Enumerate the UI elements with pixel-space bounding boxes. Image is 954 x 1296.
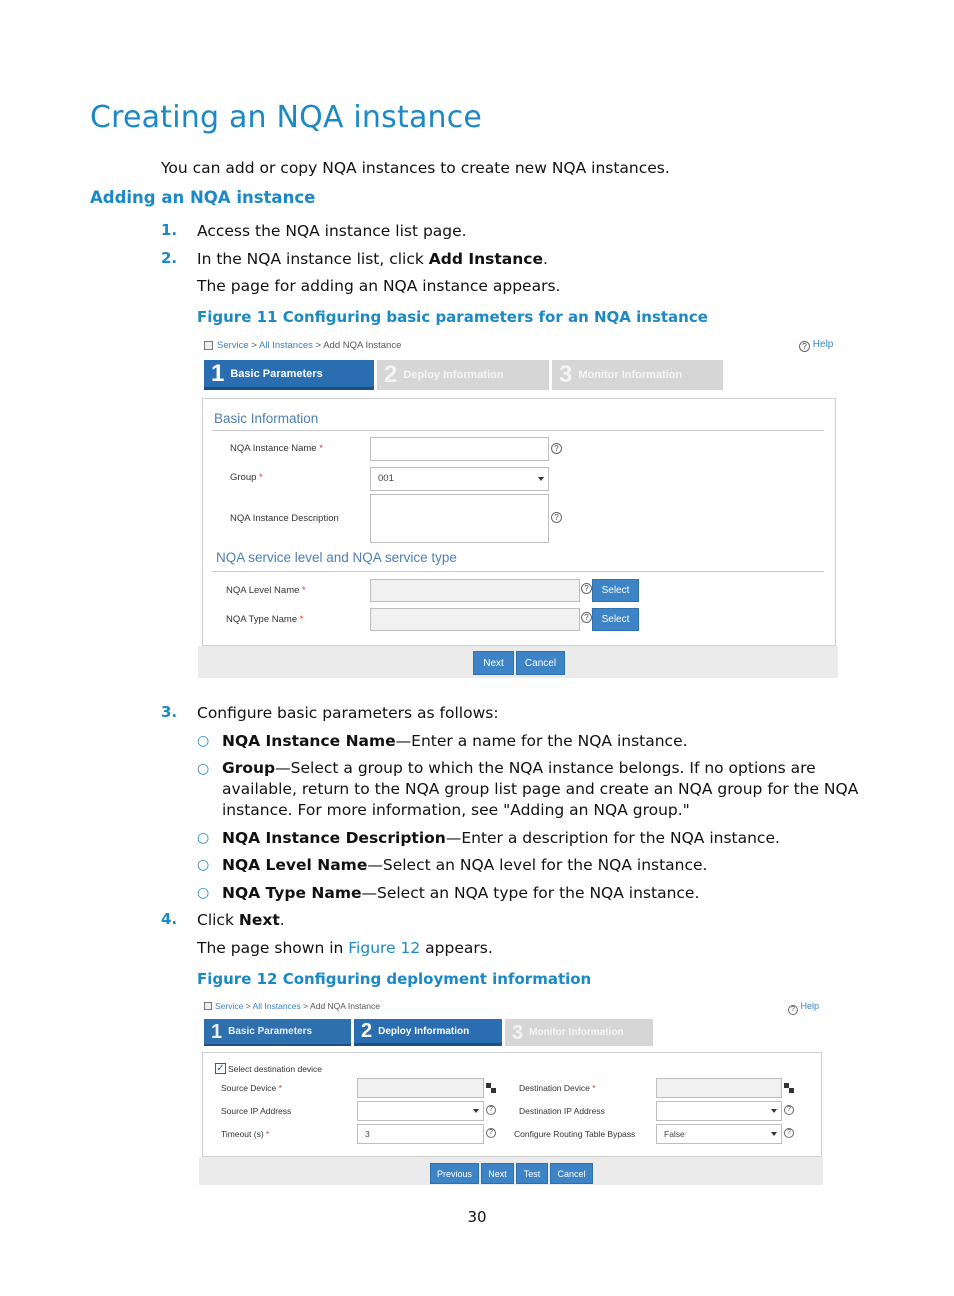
bullet-marker: ○	[197, 761, 210, 777]
bullet-item: Group—Select a group to which the NQA instance belongs. If no options are available, return to the NQA group list page and create an NQA group for the NQA instance. For more information, see "Adding an NQA group."	[222, 759, 859, 819]
section-service-level: NQA service level and NQA service type	[216, 550, 457, 565]
help-label: Help	[800, 1001, 820, 1011]
timeout-input[interactable]: 3	[357, 1124, 484, 1144]
tab-label: Monitor Information	[529, 1027, 624, 1038]
timeout-label: Timeout (s) *	[221, 1129, 270, 1139]
source-device-label: Source Device *	[221, 1083, 282, 1093]
source-ip-select[interactable]	[357, 1101, 484, 1121]
destination-ip-select[interactable]	[656, 1101, 782, 1121]
bullet-marker: ○	[197, 857, 210, 873]
page-number: 30	[467, 1208, 487, 1226]
figure-11-screenshot	[198, 335, 838, 678]
page-title: Creating an NQA instance	[90, 100, 483, 135]
routing-bypass-select[interactable]	[656, 1124, 782, 1144]
bullet-item: NQA Level Name—Select an NQA level for the NQA instance.	[222, 856, 708, 874]
select-level-button[interactable]: Select	[592, 579, 639, 602]
bullet-item: NQA Instance Description—Enter a description for the NQA instance.	[222, 829, 780, 847]
step-number: 3.	[161, 703, 178, 721]
select-destination-checkbox[interactable]: ✓	[216, 1063, 225, 1074]
help-label: Help	[812, 339, 834, 350]
tab-label: Basic Parameters	[228, 1026, 313, 1037]
bullet-marker: ○	[197, 733, 210, 749]
type-name-input[interactable]	[370, 608, 580, 631]
help-icon: ?	[581, 583, 592, 594]
bullet-marker: ○	[197, 885, 210, 901]
step-text: Click Next.	[197, 911, 285, 929]
page-icon	[204, 1002, 212, 1010]
step-text: Access the NQA instance list page.	[197, 222, 467, 240]
help-icon: ?	[551, 443, 562, 454]
group-select[interactable]	[370, 467, 549, 491]
breadcrumb-current: Add NQA Instance	[310, 1001, 380, 1011]
step-followup: The page for adding an NQA instance appears.	[197, 277, 561, 295]
breadcrumb-all-instances[interactable]: All Instances	[252, 1001, 301, 1011]
chevron-down-icon	[771, 1109, 777, 1113]
breadcrumb-separator: >	[303, 1001, 309, 1011]
destination-ip-label: Destination IP Address	[519, 1106, 605, 1116]
tab-number: 2	[361, 1020, 373, 1042]
destination-device-input[interactable]	[656, 1078, 782, 1098]
source-device-input[interactable]	[357, 1078, 484, 1098]
destination-device-label: Destination Device *	[519, 1083, 596, 1093]
group-label: Group *	[230, 472, 263, 483]
divider	[212, 430, 824, 431]
bullet-item: NQA Instance Name—Enter a name for the NQA instance.	[222, 732, 688, 750]
tab-number: 1	[211, 359, 225, 387]
topology-icon[interactable]	[486, 1083, 496, 1093]
next-button[interactable]: Next	[473, 651, 514, 675]
section-heading: Adding an NQA instance	[90, 188, 316, 207]
tab-number: 1	[211, 1020, 223, 1043]
test-button[interactable]: Test	[516, 1163, 548, 1184]
breadcrumb	[217, 340, 401, 351]
tab-label: Deploy Information	[378, 1025, 470, 1037]
page-icon	[204, 341, 213, 350]
divider	[212, 571, 824, 572]
chevron-down-icon	[473, 1109, 479, 1113]
step-number: 4.	[161, 910, 178, 928]
tab-label: Deploy Information	[403, 369, 504, 381]
tab-monitor-information[interactable]	[552, 360, 723, 390]
instance-name-input[interactable]	[370, 437, 549, 461]
chevron-down-icon	[538, 477, 544, 481]
breadcrumb-separator: >	[245, 1001, 251, 1011]
figure-caption: Figure 11 Configuring basic parameters for an NQA instance	[197, 308, 708, 326]
help-icon: ?	[784, 1128, 794, 1138]
help-link[interactable]	[799, 339, 833, 352]
figure-12-screenshot	[199, 997, 823, 1185]
step-text: Configure basic parameters as follows:	[197, 704, 499, 722]
tab-label: Basic Parameters	[230, 367, 323, 380]
help-icon: ?	[551, 512, 562, 523]
level-name-input[interactable]	[370, 579, 580, 602]
figure-12-link[interactable]: Figure 12	[348, 939, 421, 957]
next-button[interactable]: Next	[481, 1163, 514, 1184]
breadcrumb-all-instances[interactable]: All Instances	[259, 340, 313, 351]
source-ip-label: Source IP Address	[221, 1106, 292, 1116]
routing-bypass-value: False	[664, 1129, 685, 1139]
help-link[interactable]	[788, 1001, 819, 1015]
figure-caption: Figure 12 Configuring deployment information	[197, 970, 592, 988]
step-number: 1.	[161, 221, 178, 239]
bullet-marker: ○	[197, 830, 210, 846]
instance-name-label: NQA Instance Name *	[230, 443, 323, 454]
tab-number: 2	[384, 361, 398, 388]
tab-deploy-information[interactable]	[354, 1019, 502, 1046]
tab-number: 3	[559, 361, 573, 388]
description-textarea[interactable]	[370, 494, 549, 543]
chevron-down-icon	[771, 1132, 777, 1136]
tab-monitor-information[interactable]	[505, 1019, 653, 1046]
intro-text: You can add or copy NQA instances to create new NQA instances.	[161, 159, 670, 177]
description-label: NQA Instance Description	[230, 513, 339, 524]
select-destination-label: Select destination device	[228, 1064, 323, 1074]
step-followup: The page shown in Figure 12 appears.	[197, 939, 493, 957]
tab-deploy-information[interactable]	[377, 360, 549, 390]
breadcrumb-current: Add NQA Instance	[323, 340, 402, 351]
select-type-button[interactable]: Select	[592, 608, 639, 631]
cancel-button[interactable]: Cancel	[550, 1163, 593, 1184]
breadcrumb-service[interactable]: Service	[217, 340, 249, 351]
breadcrumb-service[interactable]: Service	[215, 1001, 244, 1011]
routing-bypass-label: Configure Routing Table Bypass	[514, 1129, 636, 1139]
help-icon: ?	[486, 1128, 496, 1138]
step-text: In the NQA instance list, click Add Instance.	[197, 250, 548, 268]
tab-basic-parameters[interactable]	[204, 1019, 351, 1046]
section-basic-information: Basic Information	[214, 411, 319, 426]
breadcrumb-separator: >	[251, 340, 257, 351]
previous-button[interactable]: Previous	[430, 1163, 479, 1184]
tab-basic-parameters[interactable]	[204, 360, 374, 390]
step-number: 2.	[161, 249, 178, 267]
help-icon: ?	[799, 341, 810, 352]
help-icon: ?	[784, 1105, 794, 1115]
breadcrumb	[215, 1001, 380, 1011]
cancel-button[interactable]: Cancel	[516, 651, 565, 675]
tab-label: Monitor Information	[578, 369, 683, 381]
level-name-label: NQA Level Name *	[226, 585, 306, 596]
tab-number: 3	[512, 1021, 524, 1044]
type-name-label: NQA Type Name *	[226, 614, 304, 625]
help-icon: ?	[788, 1005, 798, 1015]
group-value: 001	[378, 473, 394, 484]
help-icon: ?	[486, 1105, 496, 1115]
bullet-item: NQA Type Name—Select an NQA type for the NQA instance.	[222, 884, 700, 902]
help-icon: ?	[581, 612, 592, 623]
topology-icon[interactable]	[784, 1083, 794, 1093]
breadcrumb-separator: >	[315, 340, 322, 351]
